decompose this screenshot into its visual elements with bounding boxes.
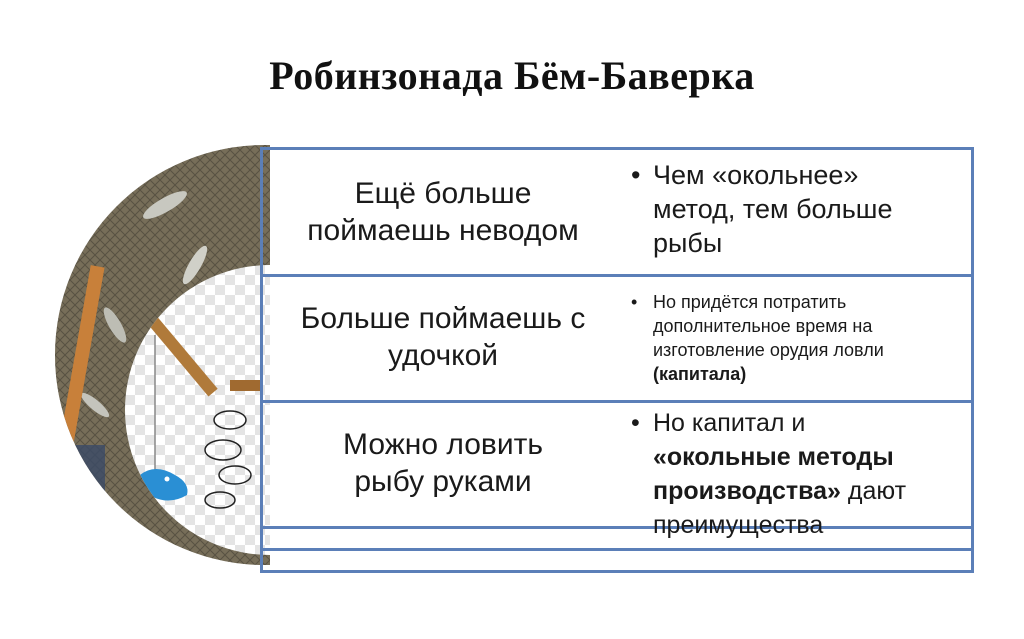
row2-bullet: [623, 290, 973, 386]
row3-right-cell: [623, 406, 973, 542]
row3-right-bold2: производства»: [653, 477, 841, 505]
row1-right-cell: [623, 158, 973, 260]
bullet-dot: •: [631, 292, 638, 312]
row1-left-line2: поймаешь неводом: [307, 214, 579, 247]
row-divider: [263, 548, 971, 551]
row3-bullet: [623, 406, 973, 542]
row1-bullet: [623, 158, 973, 260]
row3-right-line4: преимущества: [653, 511, 824, 539]
row3-right-after-bold: дают: [840, 477, 907, 505]
slide-title: Робинзонада Бём-Баверка: [269, 53, 755, 98]
row2-left-line2: удочкой: [387, 339, 499, 372]
bullet-dot: •: [631, 160, 641, 190]
bullet-dot: •: [631, 409, 640, 437]
row3-left-cell: [263, 400, 623, 526]
row1-left-line1: Ещё больше: [354, 177, 532, 210]
row2-right-line1: Но придётся потратить: [653, 292, 847, 312]
row1-left-cell: [263, 150, 623, 274]
row2-right-line2: дополнительное время на: [653, 316, 873, 336]
row2-left-line1: Больше поймаешь с: [300, 302, 586, 335]
row1-right-line3: рыбы: [653, 228, 723, 258]
row1-right-line1: Чем «окольнее»: [653, 160, 859, 190]
comparison-table: [260, 147, 974, 573]
row3-left-line1: Можно ловить: [343, 428, 543, 461]
row1-right-line2: метод, тем больше: [653, 194, 893, 224]
row2-right-bold: (капитала): [653, 364, 747, 384]
row2-right-line3: изготовление орудия ловли: [653, 340, 884, 360]
row2-right-cell: [623, 290, 973, 386]
row3-left-line2: рыбу руками: [354, 465, 532, 498]
row3-right-bold1: «окольные методы: [653, 443, 894, 471]
fishing-net-illustration: [55, 145, 270, 595]
row3-right-line1: Но капитал и: [653, 409, 806, 437]
row2-left-cell: [263, 274, 623, 400]
